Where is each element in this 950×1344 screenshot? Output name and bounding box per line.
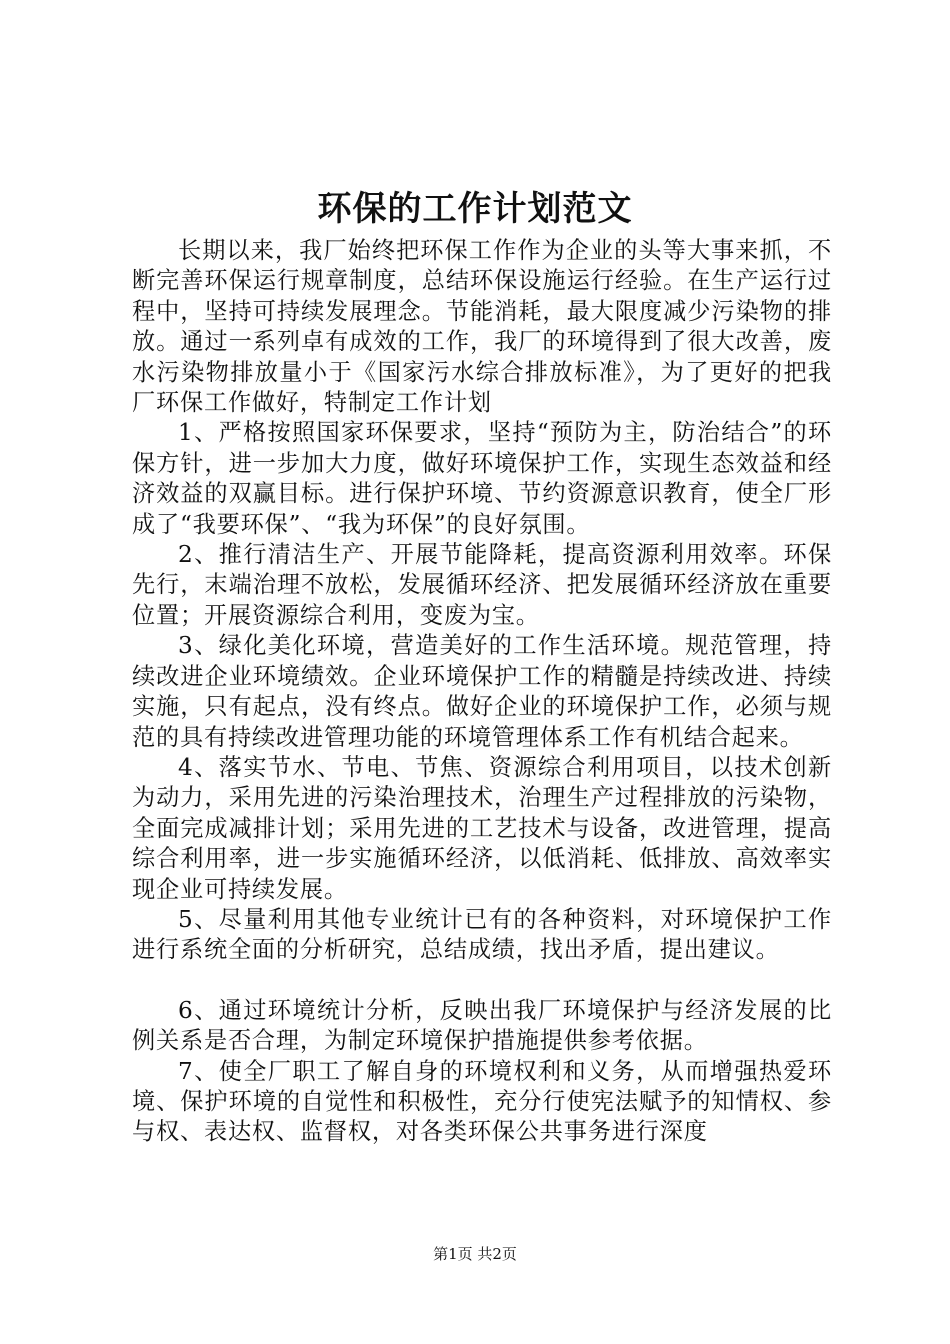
plan-item-5: 5、尽量利用其他专业统计已有的各种资料，对环境保护工作进行系统全面的分析研究，总结成绩，找出矛盾，提出建议。 [132,905,832,964]
plan-item-6: 6、通过环境统计分析，反映出我厂环境保护与经济发展的比例关系是否合理，为制定环境保护措施提供参考依据。 [132,996,832,1055]
plan-item-1: 1、严格按照国家环保要求，坚持“预防为主，防治结合”的环保方针，进一步加大力度，做好环境保护工作，实现生态效益和经济效益的双赢目标。进行保护环境、节约资源意识教育，使全厂形成了“我要环保”、“我为环保”的良好氛围。 [132,419,832,538]
plan-item-4: 4、落实节水、节电、节焦、资源综合利用项目，以技术创新为动力，采用先进的污染治理技术，治理生产过程排放的污染物，全面完成减排计划；采用先进的工艺技术与设备，改进管理，提高综合利用率，进一步实施循环经济，以低消耗、低排放、高效率实现企业可持续发展。 [132,753,832,903]
plan-item-3: 3、绿化美化环境，营造美好的工作生活环境。规范管理，持续改进企业环境绩效。企业环境保护工作的精髓是持续改进、持续实施，只有起点，没有终点。做好企业的环境保护工作，必须与规范的具有持续改进管理功能的环境管理体系工作有机结合起来。 [132,632,832,751]
plan-item-2: 2、推行清洁生产、开展节能降耗，提高资源利用效率。环保先行，末端治理不放松，发展循环经济、把发展循环经济放在重要位置；开展资源综合利用，变废为宝。 [132,541,832,629]
document-title: 环保的工作计划范文 [317,189,633,229]
intro-paragraph: 长期以来，我厂始终把环保工作作为企业的头等大事来抓，不断完善环保运行规章制度，总结环保设施运行经验。在生产运行过程中，坚持可持续发展理念。节能消耗，最大限度减少污染物的排放。通过一系列卓有成效的工作，我厂的环境得到了很大改善，废水污染物排放量小于《国家污水综合排放标准》，为了更好的把我厂环保工作做好，特制定工作计划 [132,237,832,417]
page-footer: 第1页 共2页 [433,1245,517,1263]
plan-item-7: 7、使全厂职工了解自身的环境权利和义务，从而增强热爱环境、保护环境的自觉性和积极性，充分行使宪法赋予的知情权、参与权、表达权、监督权，对各类环保公共事务进行深度 [132,1057,832,1146]
document-body [132,236,832,1148]
